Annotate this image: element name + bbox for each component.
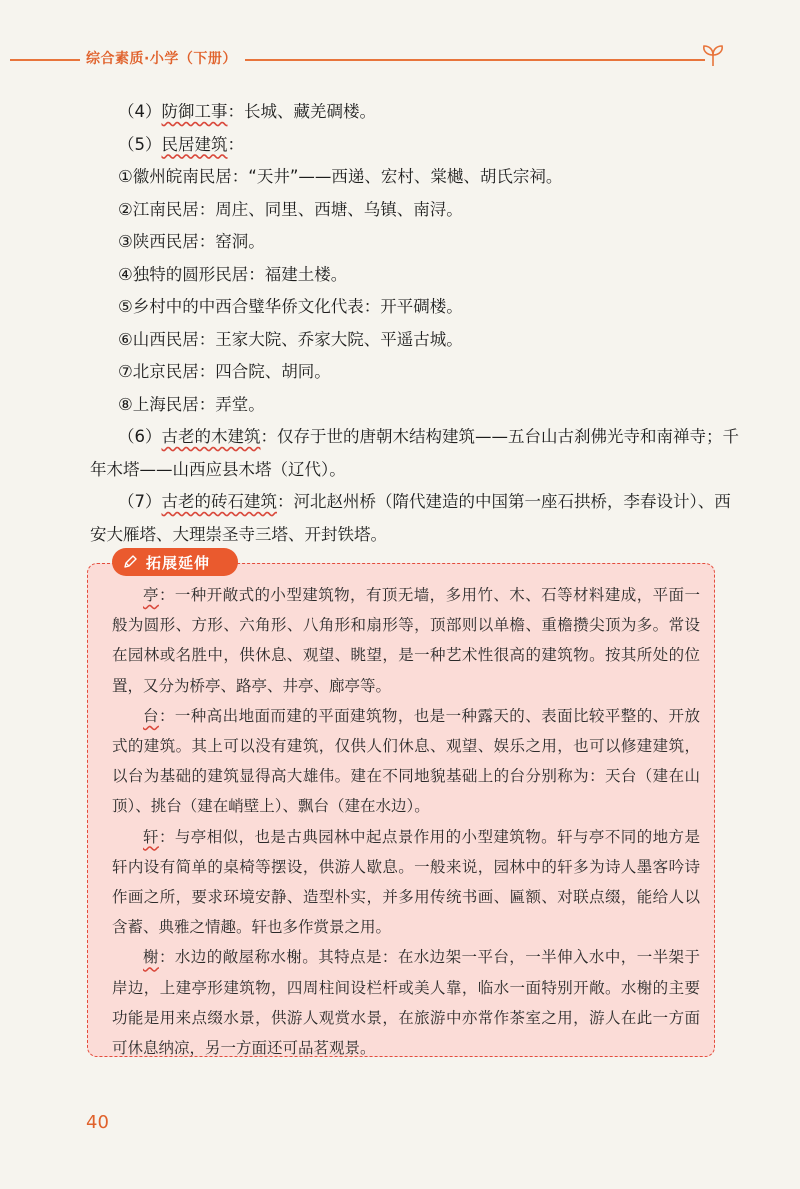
header-rule-left bbox=[10, 59, 80, 61]
dwelling-item: ⑥山西民居：王家大院、乔家大院、平遥古城。 bbox=[118, 329, 463, 349]
extension-tab-label: 拓展延伸 bbox=[146, 554, 211, 572]
paragraph-text: ：水边的敞屋称水榭。其特点是：在水边架一平台，一半伸入水中，一半架于岸边，上建亭形建筑物，四周柱间设栏杆或美人靠，临水一面特别开敞。水榭的主要功能是用来点缀水景，供游人观赏水景，在旅游中亦常作茶室之用，游人在此一方面可休息纳凉，另一方面还可品茗观景。 bbox=[112, 948, 700, 1058]
item-term: 防御工事 bbox=[161, 102, 228, 121]
item-number: （7） bbox=[118, 492, 162, 511]
paragraph-text: ：与亭相似，也是古典园林中起点景作用的小型建筑物。轩与亭不同的地方是轩内设有简单的桌椅等摆设，供游人歇息。一般来说，园林中的轩多为诗人墨客吟诗作画之所，要求环境安静、造型朴实，并多用传统书画、匾额、对联点缀，能给人以含蓄、典雅之情趣。轩也多作赏景之用。 bbox=[112, 827, 700, 937]
extension-paragraph bbox=[112, 701, 700, 822]
item-text: ： bbox=[227, 134, 244, 154]
list-item bbox=[118, 96, 730, 129]
term-label: 台 bbox=[143, 706, 159, 725]
item-term: 民居建筑 bbox=[161, 134, 228, 154]
extension-paragraph bbox=[112, 822, 700, 943]
item-text: ：河北赵州桥（隋代建造的中国第一座石拱桥，李春设计）、西 bbox=[277, 492, 731, 511]
item-number: （6） bbox=[118, 427, 162, 446]
dwelling-item: ⑤乡村中的中西合璧华侨文化代表：开平碉楼。 bbox=[118, 297, 463, 316]
extension-paragraph bbox=[112, 942, 700, 1063]
item-term: 古老的木建筑 bbox=[161, 427, 261, 446]
paragraph-text: ：一种高出地面而建的平面建筑物，也是一种露天的、表面比较平整的、开放式的建筑。其上可以没有建筑，仅供人们休息、观望、娱乐之用，也可以修建建筑，以台为基础的建筑显得高大雄伟。建在不同地貌基础上的台分别称为：天台（建在山顶）、挑台（建在峭壁上）、飘台（建在水边）。 bbox=[112, 706, 700, 816]
term-label: 轩 bbox=[143, 827, 159, 846]
dwelling-item: ⑦北京民居：四合院、胡同。 bbox=[118, 362, 331, 381]
item-text: ：仅存于世的唐朝木结构建筑——五台山古刹佛光寺和南禅寺；千 bbox=[260, 427, 739, 446]
list-item bbox=[118, 129, 730, 162]
list-item bbox=[118, 421, 739, 454]
pen-icon bbox=[122, 554, 138, 570]
paragraph-text: ：一种开敞式的小型建筑物，有顶无墙，多用竹、木、石等材料建成，平面一般为圆形、方形、六角形、八角形和扇形等，顶部则以单檐、重檐攒尖顶为多。常设在园林或名胜中，供休息、观望、眺望，是一种艺术性很高的建筑物。按其所处的位置，又分为桥亭、路亭、井亭、廊亭等。 bbox=[112, 586, 700, 695]
item-number: （4） bbox=[118, 102, 162, 121]
dwelling-item: ④独特的圆形民居：福建土楼。 bbox=[118, 264, 348, 284]
header-title: 综合素质·小学（下册） bbox=[86, 51, 237, 67]
dwelling-item: ③陕西民居：窑洞。 bbox=[118, 232, 265, 251]
item-continuation: 安大雁塔、大理崇圣寺三塔、开封铁塔。 bbox=[90, 524, 387, 544]
item-number: （5） bbox=[118, 134, 162, 154]
dwelling-item: ①徽州皖南民居：“天井”——西递、宏村、棠樾、胡氏宗祠。 bbox=[118, 167, 563, 186]
page-number: 40 bbox=[86, 1112, 109, 1133]
list-item bbox=[118, 486, 730, 519]
page-header bbox=[0, 40, 800, 80]
dwelling-item: ⑧上海民居：弄堂。 bbox=[118, 394, 265, 414]
main-content bbox=[90, 96, 739, 551]
item-term: 古老的砖石建筑 bbox=[161, 492, 277, 511]
term-label: 榭 bbox=[143, 948, 159, 967]
dwelling-item: ②江南民居：周庄、同里、西塘、乌镇、南浔。 bbox=[118, 199, 463, 219]
header-rule-right bbox=[245, 59, 705, 61]
extension-body bbox=[112, 580, 700, 1063]
extension-paragraph bbox=[112, 580, 700, 701]
sprout-icon bbox=[700, 42, 726, 68]
term-label: 亭 bbox=[143, 586, 159, 604]
item-text: ：长城、藏羌碉楼。 bbox=[227, 102, 376, 121]
extension-tab bbox=[112, 548, 238, 576]
item-continuation: 年木塔——山西应县木塔（辽代）。 bbox=[90, 459, 346, 479]
